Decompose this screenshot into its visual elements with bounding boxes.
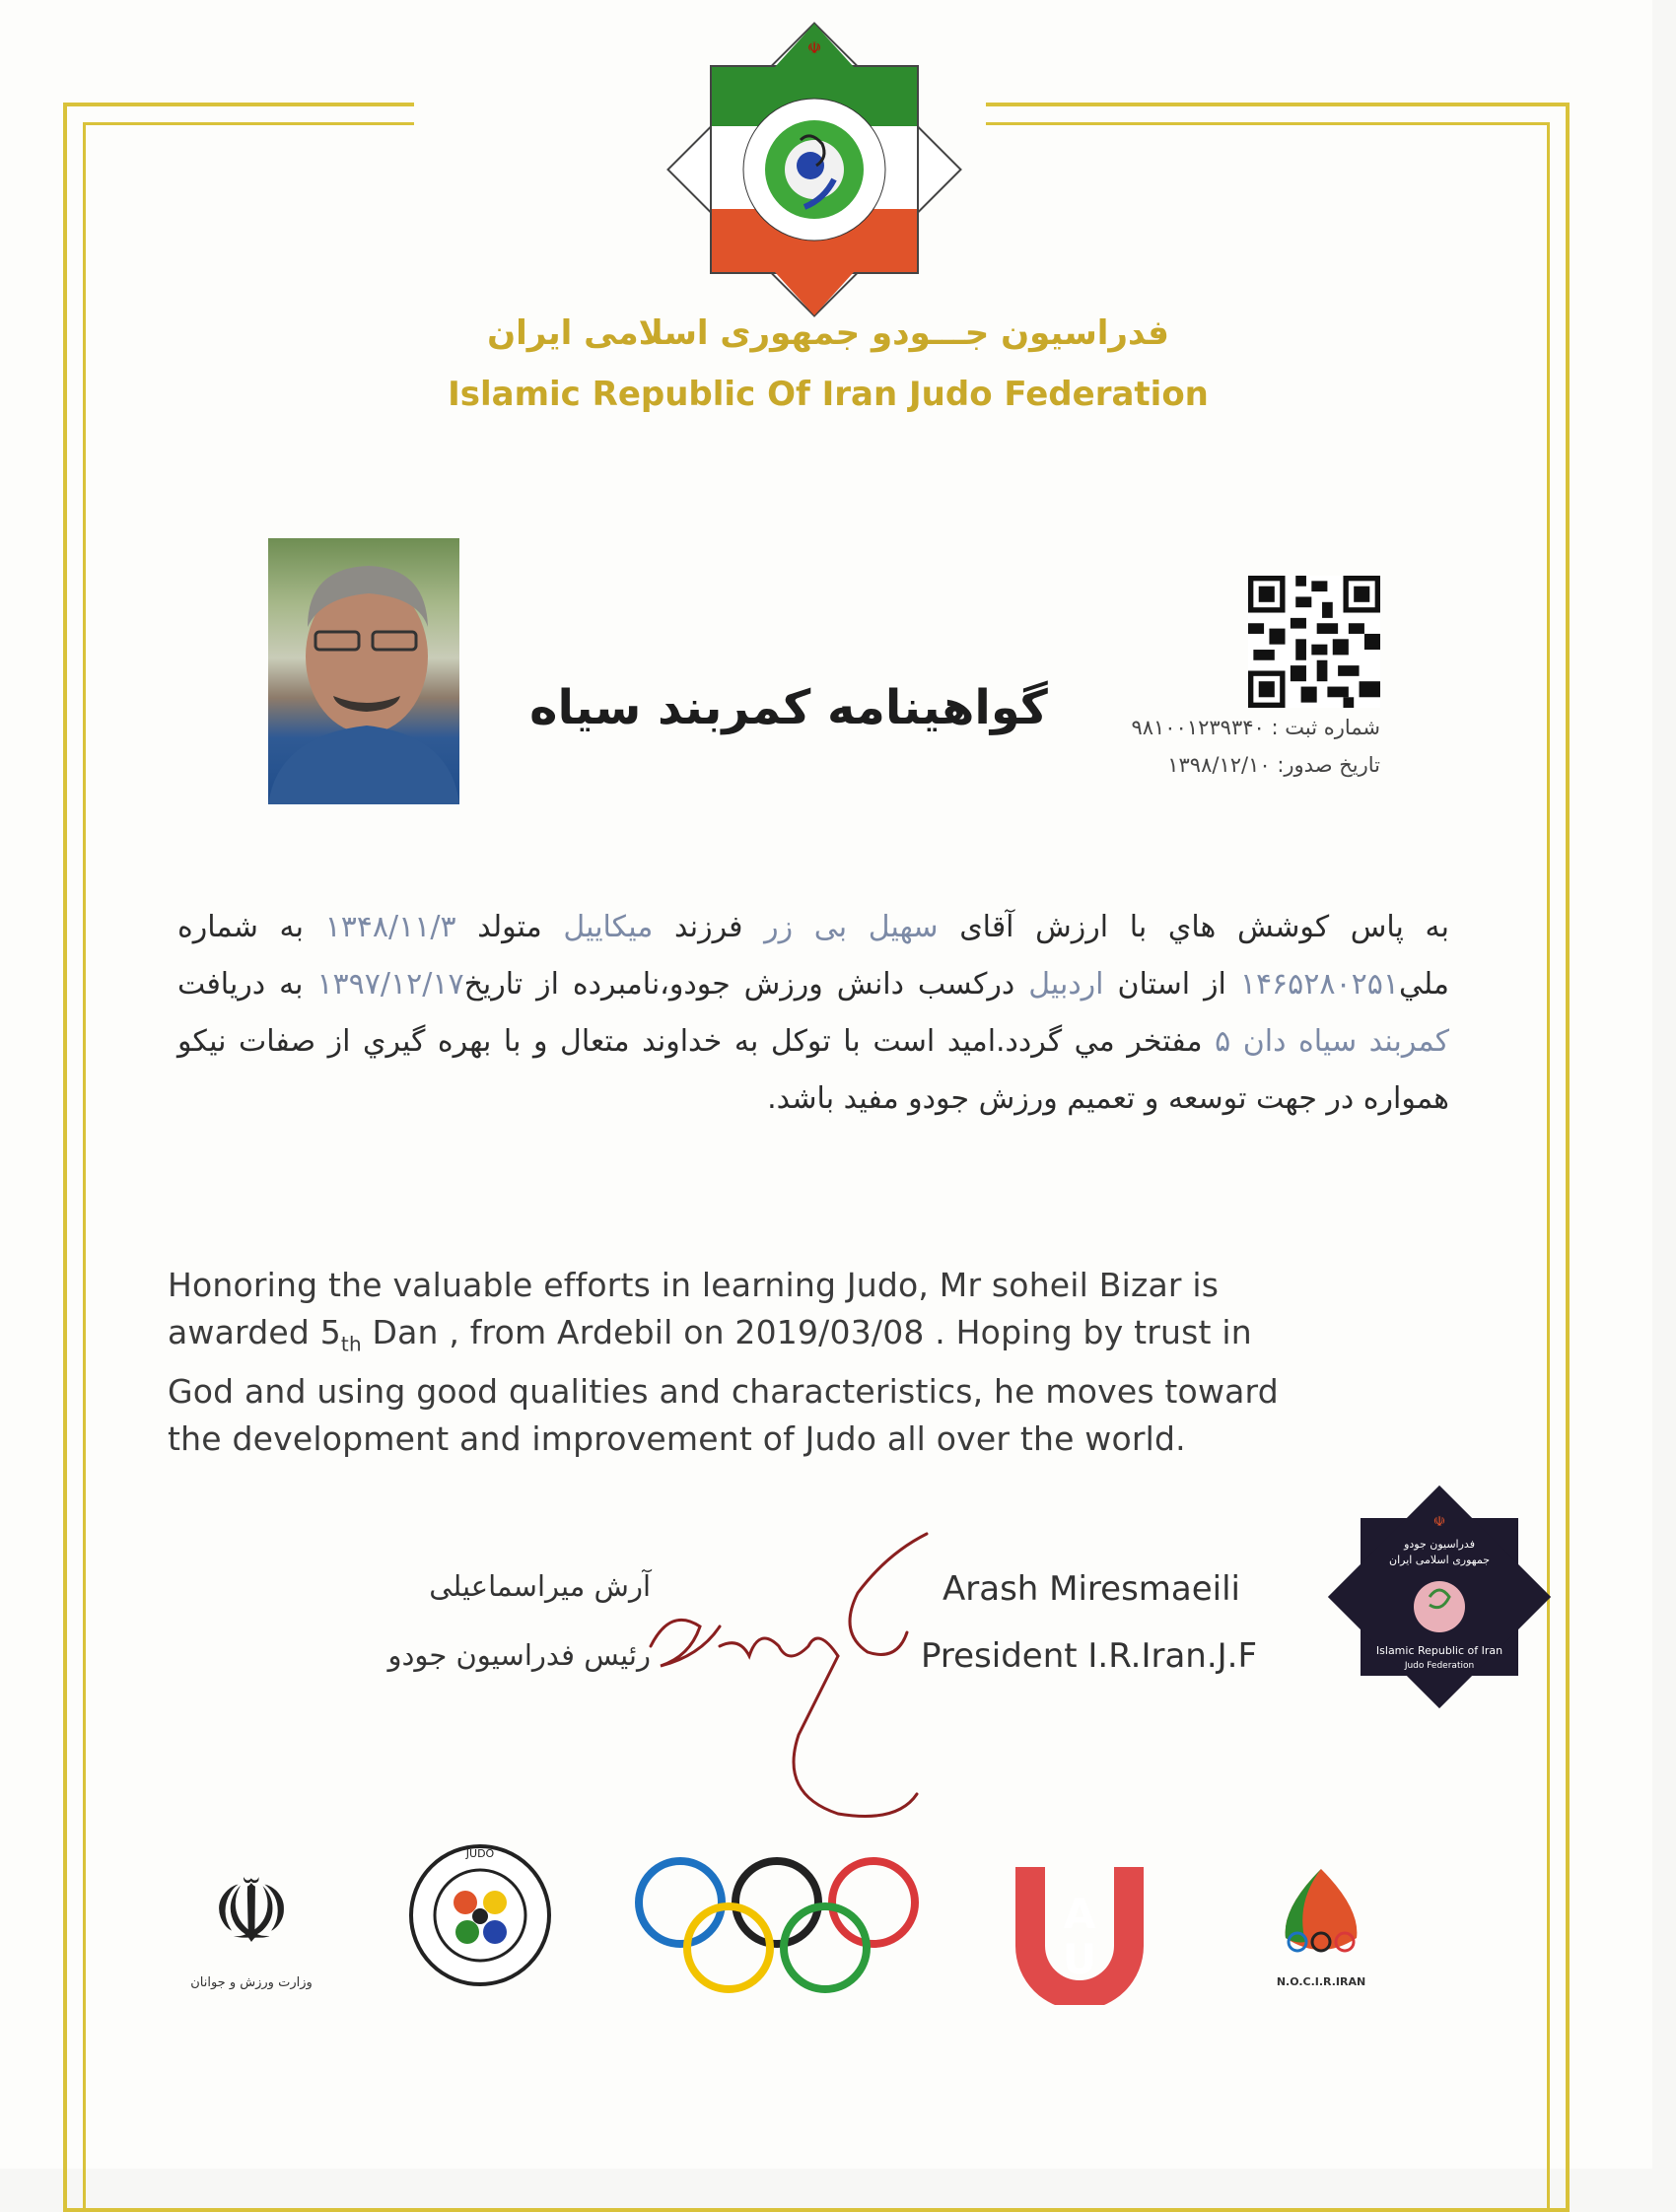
svg-text:A: A <box>1063 1890 1096 1938</box>
signatory-title-en: President I.R.Iran.J.F <box>921 1636 1258 1676</box>
en-line-2b: Dan , from Ardebil on 2019/03/08 . Hoping by trust in <box>361 1313 1252 1351</box>
en-line-2-sub: th <box>340 1332 362 1356</box>
registration-number-row <box>986 716 1380 739</box>
fa-text-6: درکسب دانش ورزش جودو،نامبرده از تاریخ <box>463 967 1029 1002</box>
aju-logo <box>1015 1857 1144 2005</box>
ijf-logo <box>406 1841 554 1989</box>
registration-label: شماره ثبت : <box>1271 716 1380 739</box>
svg-text:Islamic Republic of Iran: Islamic Republic of Iran <box>1375 1644 1503 1657</box>
noc-logo <box>1262 1863 1380 1988</box>
certificate-title: گواهینامه کمربند سیاه <box>529 680 1048 735</box>
en-line-3: God and using good qualities and characteristics, he moves toward <box>168 1371 1279 1411</box>
ministry-label: وزارت ورزش و جوانان <box>190 1975 313 1990</box>
award-date-fa: ۱۳۹۷/۱۲/۱۷ <box>316 967 464 1002</box>
ministry-logo <box>168 1863 335 1990</box>
persian-body-text <box>177 899 1449 1128</box>
en-line-2a: awarded 5 <box>168 1313 341 1351</box>
svg-text:Judo Federation: Judo Federation <box>1404 1661 1475 1671</box>
handwritten-signature <box>631 1518 946 1833</box>
olympic-rings-logo <box>631 1853 927 2001</box>
svg-text:JUDO: JUDO <box>465 1847 495 1860</box>
en-line-1: Honoring the valuable efforts in learning Judo, Mr soheil Bizar is <box>168 1266 1220 1304</box>
federation-emblem <box>666 22 962 317</box>
issue-date-row <box>986 753 1380 777</box>
noc-flame-icon <box>1262 1863 1380 1971</box>
svg-text:☫: ☫ <box>806 38 822 57</box>
province-fa: اردبیل <box>1028 967 1104 1002</box>
fa-text-2: فرزند <box>653 910 765 944</box>
holder-name-fa: سهیل بی زر <box>764 910 939 944</box>
issue-date: ۱۳۹۸/۱۲/۱۰ <box>1167 753 1271 777</box>
english-body-text <box>168 1262 1449 1463</box>
registration-number: ۹۸۱۰۰۱۲۳۹۳۴۰ <box>1131 716 1265 739</box>
noc-label: N.O.C.I.R.IRAN <box>1276 1975 1366 1988</box>
svg-text:☫: ☫ <box>211 1863 292 1964</box>
svg-text:U: U <box>1062 1935 1097 1983</box>
fa-text-7: به دریافت <box>177 967 317 1002</box>
en-line-4: the development and improvement of Judo all over the world. <box>168 1418 1186 1458</box>
svg-text:جمهوری اسلامی ایران: جمهوری اسلامی ایران <box>1388 1554 1491 1566</box>
fa-text-1: به پاس کوشش هاي با ارزش آقای <box>938 910 1449 944</box>
father-name-fa: میکاییل <box>563 910 654 944</box>
fa-text-3: متولد <box>455 910 564 944</box>
holder-photo <box>268 538 459 804</box>
svg-text:☫: ☫ <box>1432 1514 1446 1530</box>
svg-text:فدراسیون جودو: فدراسیون جودو <box>1404 1538 1475 1551</box>
national-id: ۱۴۶۵۲۸۰۲۵۱ <box>1239 967 1399 1002</box>
iran-emblem-icon <box>168 1863 335 1971</box>
federation-seal <box>1321 1479 1558 1715</box>
rank-fa: کمربند سیاه دان ۵ <box>1215 1024 1449 1059</box>
federation-name-fa: فدراسيون جـــودو جمهوری اسلامی ایران <box>487 313 1169 353</box>
federation-name-en: Islamic Republic Of Iran Judo Federation <box>448 375 1209 414</box>
birth-date: ۱۳۴۸/۱۱/۳ <box>324 910 456 944</box>
issue-date-label: تاریخ صدور: <box>1277 753 1380 777</box>
signatory-title-fa: رئیس فدراسیون جودو <box>387 1638 651 1672</box>
fa-text-4: به شماره ملي <box>177 910 1449 1002</box>
fa-text-8: مفتخر مي گردد.امید است با توکل به خداوند متعال و با بهره گیري از صفات نیکو همواره در جهت توسعه و تعمیم ورزش جودو مفید باشد. <box>177 1024 1449 1116</box>
signatory-name-fa: آرش میراسماعیلی <box>429 1569 651 1603</box>
fa-text-5: از استان <box>1103 967 1240 1002</box>
en-line-2 <box>168 1309 1449 1368</box>
signatory-name-en: Arash Miresmaeili <box>943 1569 1240 1609</box>
qr-code[interactable] <box>1248 576 1380 708</box>
